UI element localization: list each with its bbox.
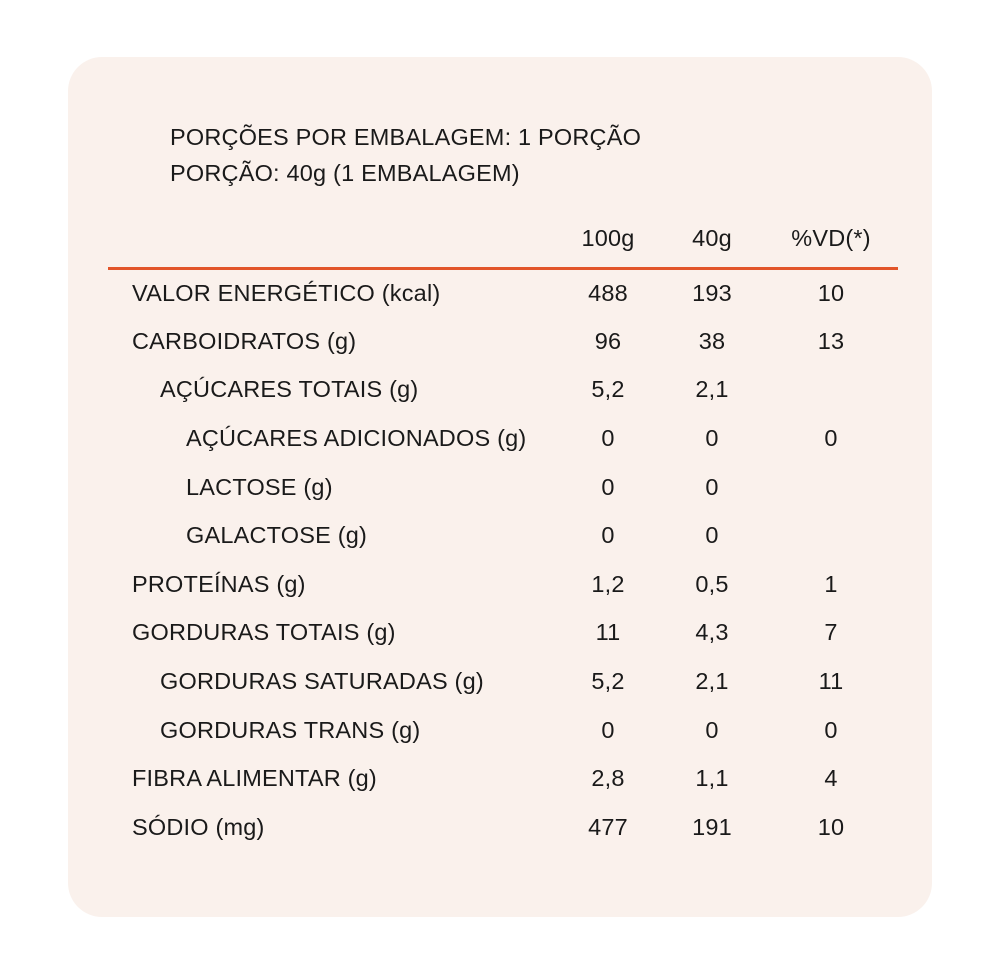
table-row <box>108 657 898 706</box>
nutrient-name: GORDURAS TRANS (g) <box>160 716 421 743</box>
nutrient-name: AÇÚCARES ADICIONADOS (g) <box>186 425 527 452</box>
table-header-row <box>108 209 898 269</box>
nutrient-name: VALOR ENERGÉTICO (kcal) <box>108 269 556 318</box>
value-per-serving: 0,5 <box>695 570 729 597</box>
value-per-100g: 0 <box>601 522 615 549</box>
nutrient-name: LACTOSE (g) <box>186 473 333 500</box>
value-per-100g: 488 <box>556 269 660 318</box>
column-header-per-serving: 40g <box>692 224 732 251</box>
nutrient-name: GORDURAS TOTAIS (g) <box>132 619 396 646</box>
nutrient-name: CARBOIDRATOS (g) <box>132 327 357 354</box>
value-vd: 0 <box>824 716 838 743</box>
value-per-serving: 193 <box>660 269 764 318</box>
value-per-serving: 4,3 <box>695 619 729 646</box>
value-per-100g: 5,2 <box>591 376 625 403</box>
table-row <box>108 463 898 512</box>
nutrient-name: PROTEÍNAS (g) <box>132 570 306 597</box>
nutrition-facts-panel <box>68 57 932 917</box>
nutrition-table <box>108 209 898 852</box>
value-per-100g: 11 <box>595 619 621 646</box>
table-row <box>108 560 898 609</box>
value-vd: 7 <box>824 619 838 646</box>
value-vd: 13 <box>817 327 845 354</box>
value-per-100g: 96 <box>594 327 622 354</box>
value-per-100g: 0 <box>601 473 615 500</box>
value-per-serving: 191 <box>692 813 732 840</box>
value-per-serving: 1,1 <box>695 765 729 792</box>
table-row <box>108 414 898 463</box>
nutrient-name: FIBRA ALIMENTAR (g) <box>132 765 377 792</box>
value-vd <box>764 511 898 560</box>
table-header <box>108 209 898 269</box>
table-row <box>108 317 898 366</box>
value-vd: 1 <box>824 570 838 597</box>
value-per-100g: 0 <box>601 425 615 452</box>
value-vd <box>764 463 898 512</box>
nutrient-name: SÓDIO (mg) <box>132 813 265 840</box>
table-row <box>108 511 898 560</box>
column-header-nutrient <box>108 209 556 269</box>
table-row <box>108 706 898 755</box>
value-per-100g: 1,2 <box>591 570 625 597</box>
table-row <box>108 803 898 852</box>
column-header-per-100g: 100g <box>581 224 635 251</box>
serving-information <box>170 119 870 191</box>
value-per-100g: 477 <box>588 813 628 840</box>
serving-size-text: PORÇÃO: 40g (1 EMBALAGEM) <box>170 160 520 186</box>
value-per-serving: 38 <box>698 327 726 354</box>
value-vd <box>764 366 898 415</box>
value-per-serving: 0 <box>705 522 719 549</box>
nutrient-name: GORDURAS SATURADAS (g) <box>160 668 484 695</box>
table-row <box>108 609 898 658</box>
servings-per-package-text: PORÇÕES POR EMBALAGEM: 1 PORÇÃO <box>170 124 642 150</box>
value-vd: 11 <box>818 668 844 695</box>
value-per-serving: 0 <box>705 425 719 452</box>
value-vd: 10 <box>764 269 898 318</box>
table-body <box>108 269 898 852</box>
column-header-vd: %VD(*) <box>791 224 871 251</box>
table-row <box>108 366 898 415</box>
table-row <box>108 754 898 803</box>
value-per-100g: 0 <box>601 716 615 743</box>
value-per-100g: 2,8 <box>591 765 625 792</box>
table-row <box>108 269 898 318</box>
value-vd: 10 <box>817 813 845 840</box>
value-per-serving: 2,1 <box>695 668 729 695</box>
nutrient-name: GALACTOSE (g) <box>186 522 368 549</box>
value-per-serving: 2,1 <box>695 376 729 403</box>
value-per-serving: 0 <box>705 716 719 743</box>
value-per-serving: 0 <box>705 473 719 500</box>
value-vd: 4 <box>824 765 838 792</box>
value-per-100g: 5,2 <box>591 668 625 695</box>
nutrient-name: AÇÚCARES TOTAIS (g) <box>160 376 419 403</box>
value-vd: 0 <box>824 425 838 452</box>
